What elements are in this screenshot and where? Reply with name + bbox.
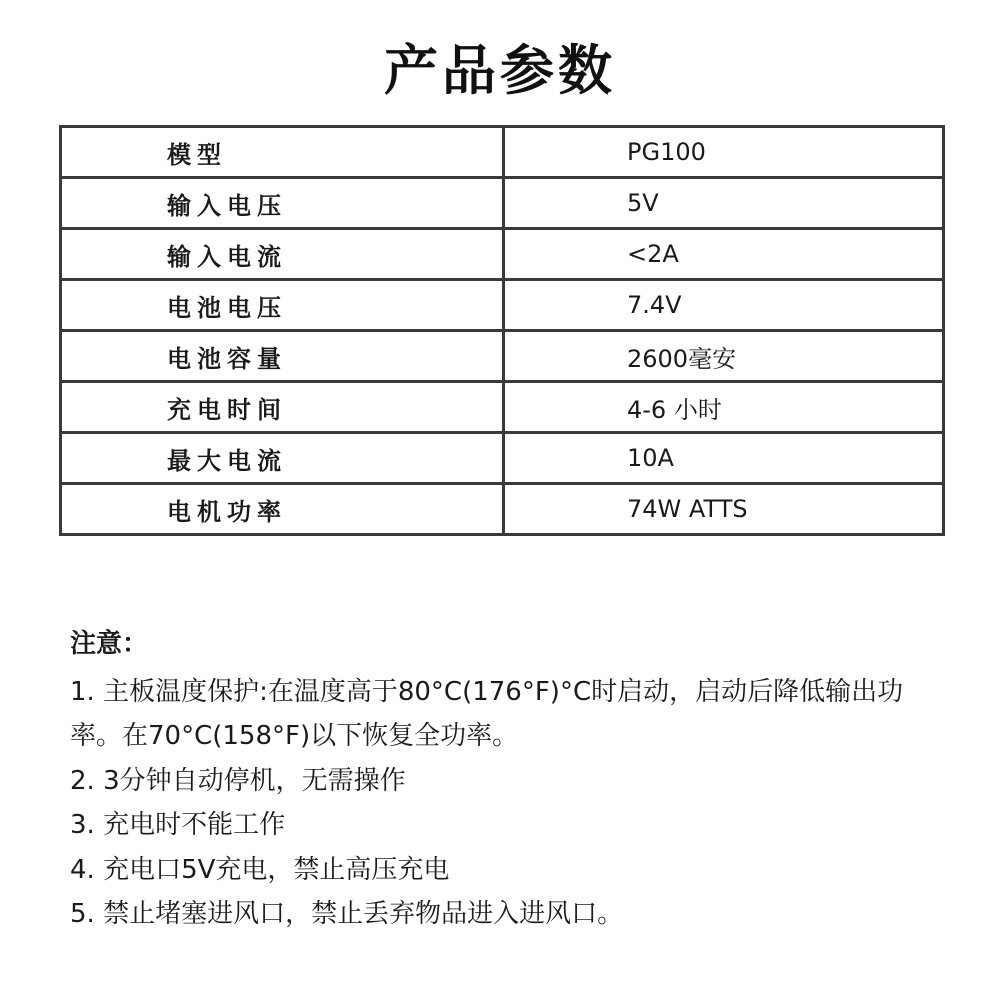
note-item: 4. 充电口5V充电，禁止高压充电	[70, 854, 450, 885]
spec-label: 电池容量	[61, 331, 504, 382]
note-item: 2. 3分钟自动停机，无需操作	[70, 765, 406, 796]
table-row	[61, 127, 944, 178]
note-item: 5. 禁止堵塞进风口，禁止丢弃物品进入进风口。	[70, 899, 624, 929]
spec-value: 5V	[504, 178, 944, 229]
spec-value: 2600毫安	[504, 331, 944, 382]
spec-label: 模型	[61, 127, 504, 178]
table-row	[61, 280, 944, 331]
spec-label: 充电时间	[61, 382, 504, 433]
table-row	[61, 484, 944, 535]
spec-label: 电池电压	[61, 280, 504, 331]
spec-value: PG100	[504, 127, 944, 178]
spec-table	[59, 125, 945, 536]
note-item: 3. 充电时不能工作	[70, 810, 286, 840]
spec-label: 电机功率	[61, 484, 504, 535]
note-item: 1. 主板温度保护:在温度高于80°C(176°F)°C时启动，启动后降低输出功率。在70°C(158°F)以下恢复全功率。	[70, 676, 904, 751]
table-row	[61, 433, 944, 484]
spec-label: 最大电流	[61, 433, 504, 484]
spec-label: 输入电压	[61, 178, 504, 229]
spec-value: 7.4V	[504, 280, 944, 331]
page-title: 产品参数	[384, 39, 616, 102]
table-row	[61, 331, 944, 382]
spec-value: 10A	[504, 433, 944, 484]
notes-section	[70, 622, 940, 937]
table-row	[61, 178, 944, 229]
spec-value: <2A	[504, 229, 944, 280]
spec-value: 4-6 小时	[504, 382, 944, 433]
spec-value: 74W ATTS	[504, 484, 944, 535]
spec-label: 输入电流	[61, 229, 504, 280]
table-row	[61, 229, 944, 280]
table-row	[61, 382, 944, 433]
notes-heading: 注意：	[70, 629, 149, 659]
